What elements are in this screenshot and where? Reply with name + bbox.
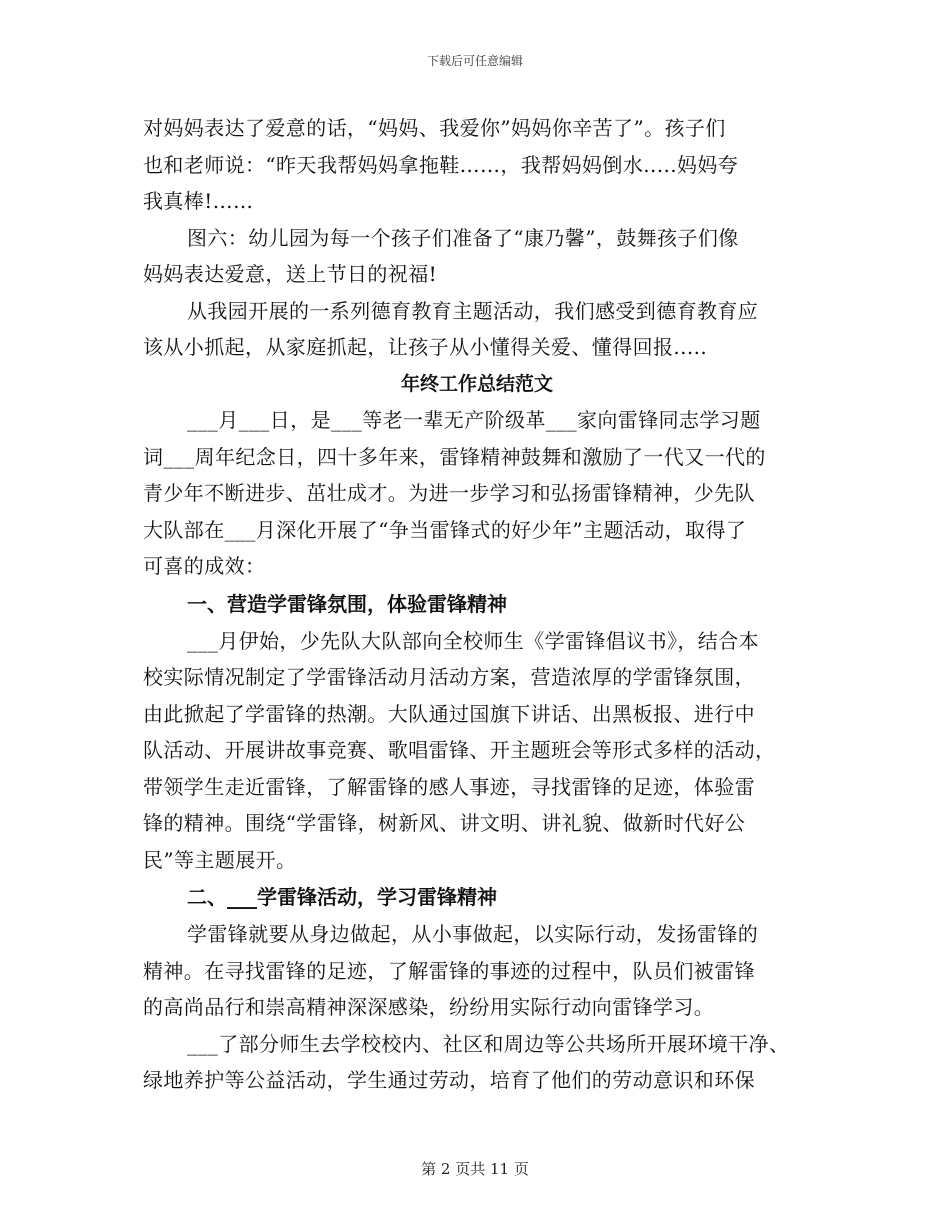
text-line: 的高尚品行和崇高精神深深感染，纷纷用实际行动向雷锋学习。 [143,995,715,1019]
text-line: 从我园开展的一系列德育教育主题活动，我们感受到德育教育应 [187,298,759,323]
text-line: 精神。在寻找雷锋的足迹，了解雷锋的事迹的过程中，队员们被雷锋 [143,958,755,983]
section-heading: 一、营造学雷锋氛围，体验雷锋精神 [187,591,507,616]
text-line: 学雷锋就要从身边做起，从小事做起，以实际行动，发扬雷锋的 [187,922,759,946]
text-line: 我真棒!…… [143,189,254,213]
text-line: 队活动、开展讲故事竞赛、歌唱雷锋、开主题班会等形式多样的活动， [143,738,776,762]
text-line: 民”等主题展开。 [143,847,297,872]
text-line: 可喜的成效： [143,554,266,578]
text-line: ___月___日，是___等老一辈无产阶级革___家向雷锋同志学习题 [187,408,761,432]
text-line: 词___周年纪念日，四十多年来，雷锋精神鼓舞和激励了一代又一代的 [143,444,766,469]
text-line: 锋的精神。围绕“学雷锋，树新风、讲文明、讲礼貌、做新时代好公 [143,811,746,835]
text-line: 大队部在___月深化开展了“争当雷锋式的好少年”主题活动，取得了 [143,517,747,542]
text-line: ___了部分师生去学校校内、社区和周边等公共场所开展环境干净、 [187,1031,790,1056]
text-line: 妈妈表达爱意，送上节日的祝福! [143,262,438,286]
text-line: 该从小抓起，从家庭抓起，让孩子从小懂得关爱、懂得回报..... [143,335,708,359]
text-line: 对妈妈表达了爱意的话，“妈妈、我爱你”妈妈你辛苦了”。孩子们 [143,116,726,140]
page-header-note: 下载后可任意编辑 [426,54,523,68]
page-footer: 第 2 页共 11 页 [421,1160,529,1178]
text-line: 图六：幼儿园为每一个孩子们准备了“康乃馨”，鼓舞孩子们像 [187,225,739,250]
text-line: 由此掀起了学雷锋的热潮。大队通过国旗下讲话、出黑板报、进行中 [143,701,755,726]
text-line: ___月伊始，少先队大队部向全校师生《学雷锋倡议书》，结合本 [187,628,759,653]
text-line: 青少年不断进步、茁壮成才。为进一步学习和弘扬雷锋精神，少先队 [143,481,755,505]
document-body [143,110,811,1099]
section-heading: 二、___学雷锋活动，学习雷锋精神 [187,885,497,909]
text-line: 也和老师说：“昨天我帮妈妈拿拖鞋……，我帮妈妈倒水.....妈妈夸 [143,152,739,177]
document-title: 年终工作总结范文 [400,372,553,395]
text-line: 绿地养护等公益活动，学生通过劳动，培育了他们的劳动意识和环保 [143,1068,755,1092]
text-line: 带领学生走近雷锋，了解雷锋的感人事迹，寻找雷锋的足迹，体验雷 [143,774,755,799]
text-line: 校实际情况制定了学雷锋活动月活动方案，营造浓厚的学雷锋氛围， [143,665,755,689]
